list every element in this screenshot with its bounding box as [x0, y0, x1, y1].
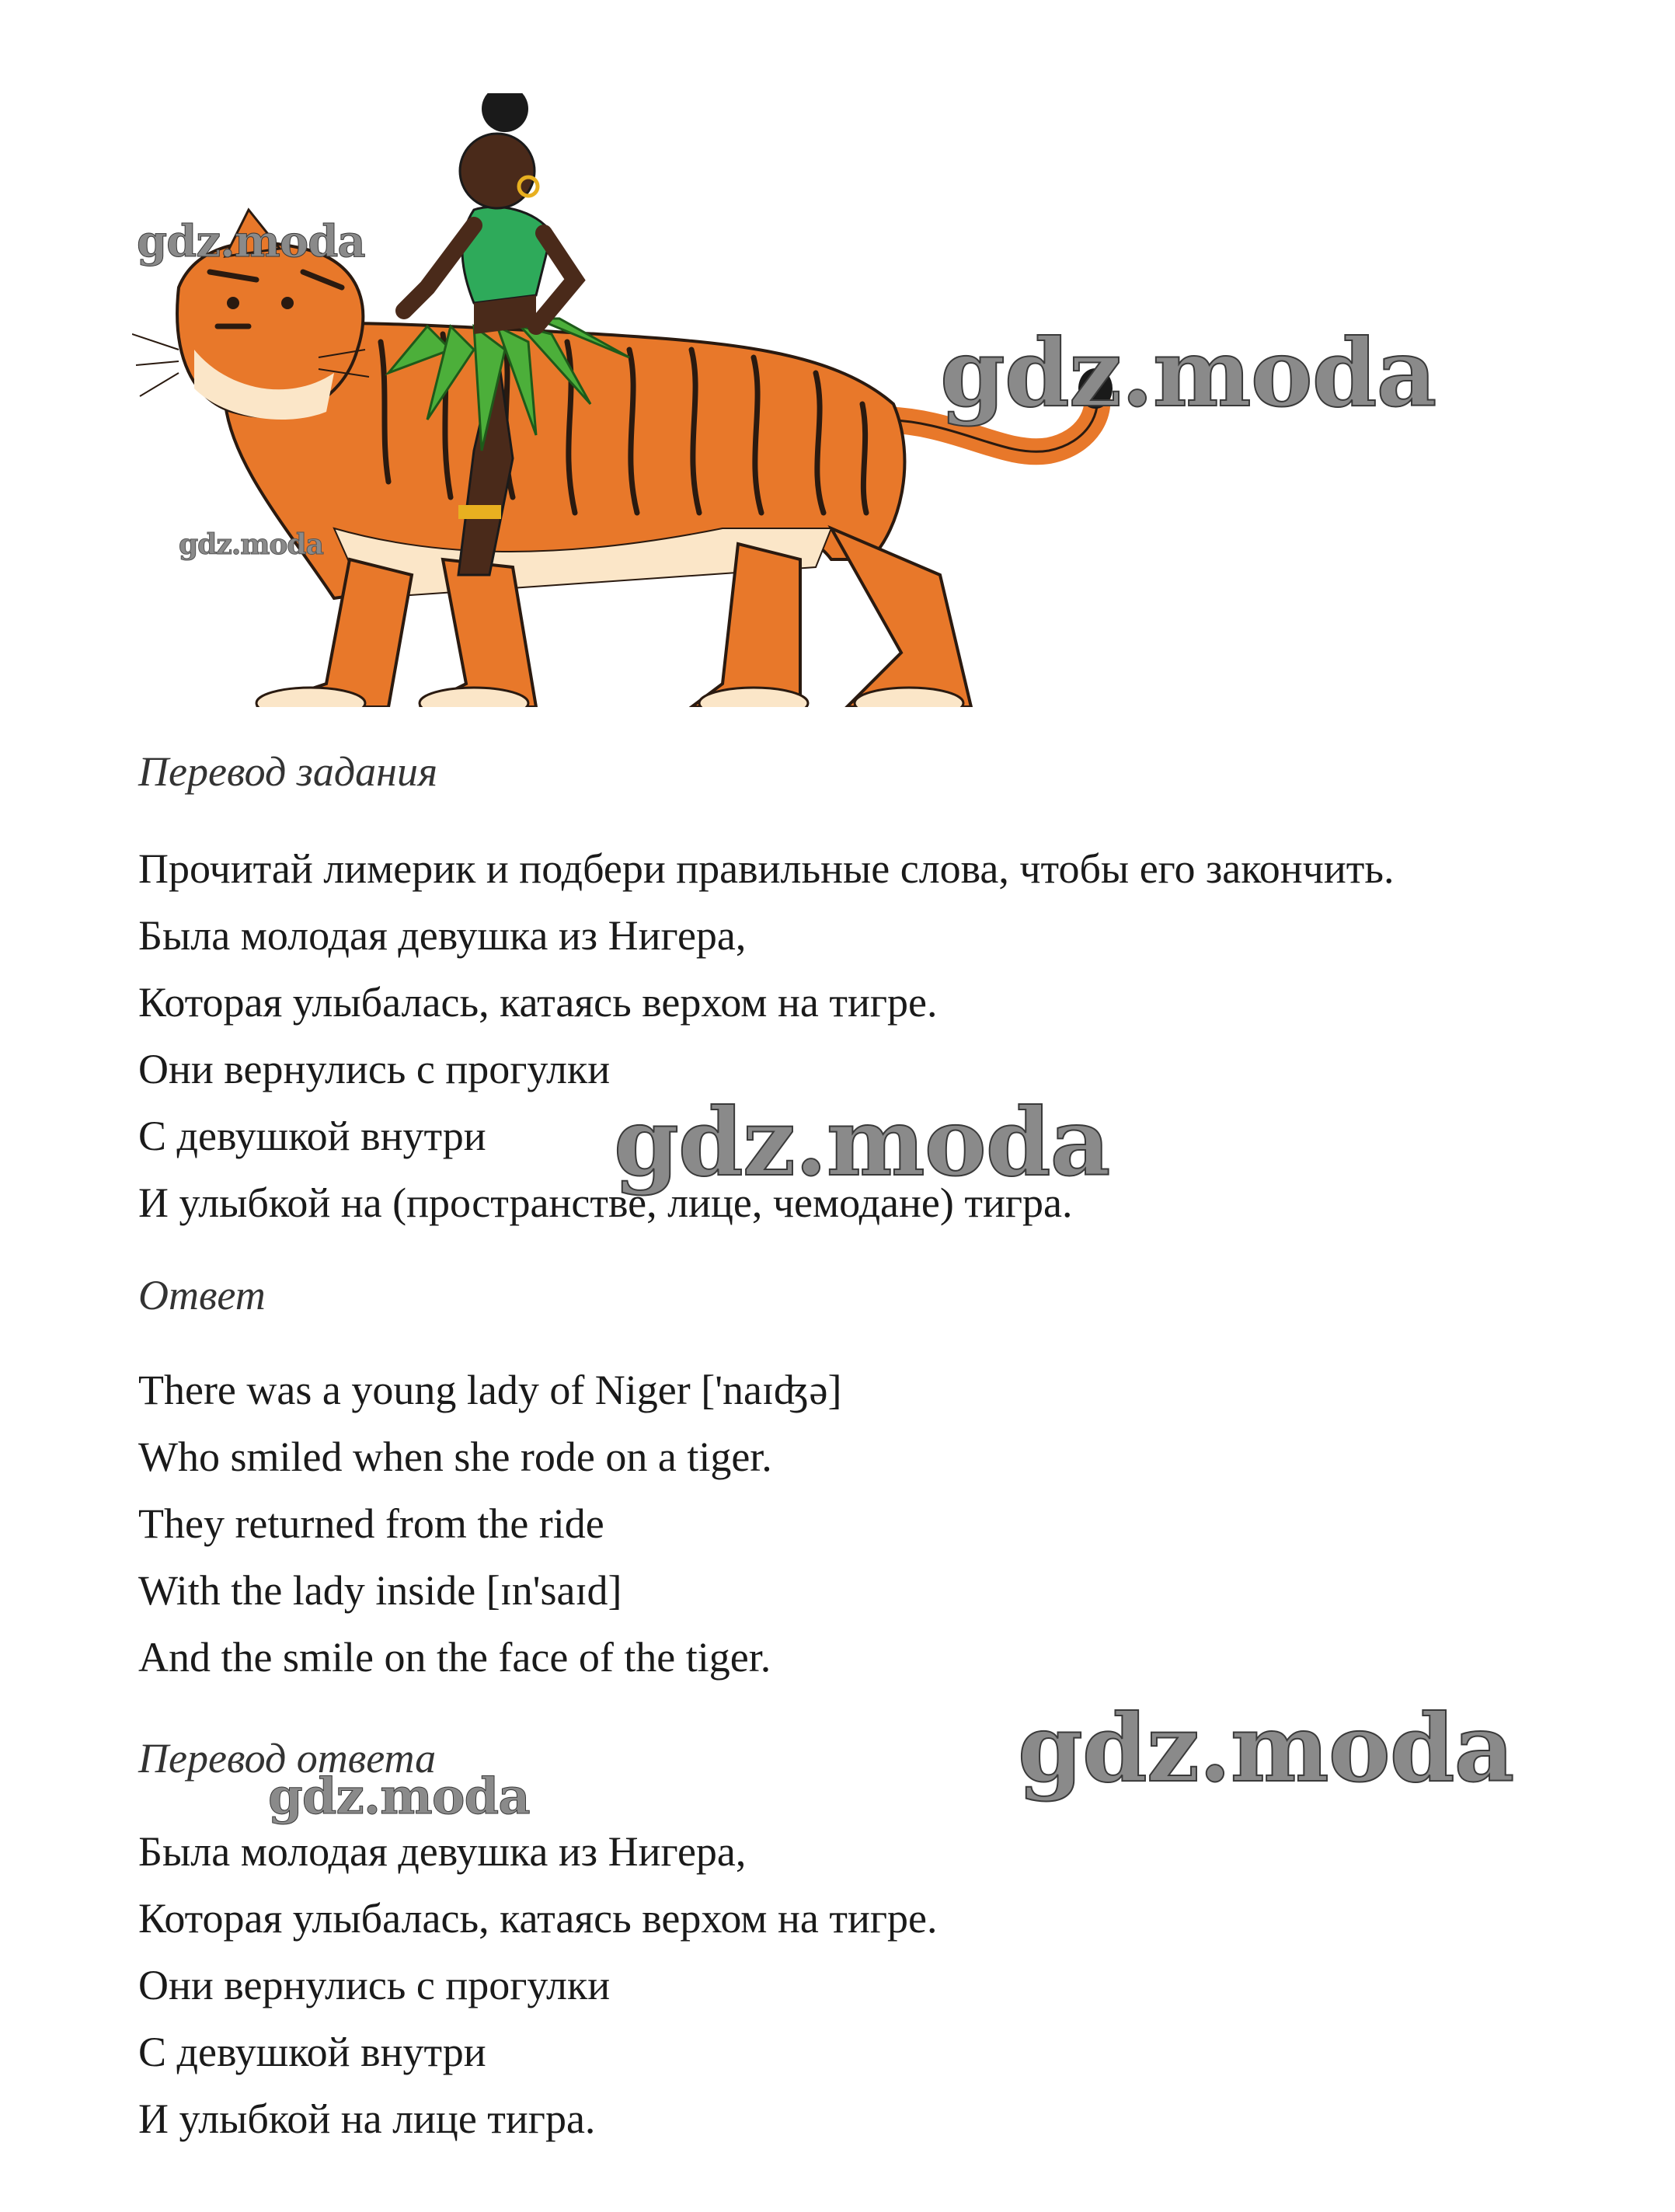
task-heading: Перевод задания — [138, 748, 438, 795]
answer-line: With the lady inside [ɪn'saɪd] — [138, 1567, 622, 1614]
task-line: И улыбкой на (пространстве, лице, чемодане) тигра. — [138, 1179, 1073, 1226]
answer-line: They returned from the ride — [138, 1500, 604, 1547]
answer-line: There was a young lady of Niger ['naɪʤə] — [138, 1367, 842, 1413]
task-line: Они вернулись с прогулки — [138, 1046, 611, 1092]
watermark-lower-left: gdz.moda — [268, 1768, 530, 1826]
answer-line: And the smile on the face of the tiger. — [138, 1634, 771, 1681]
answer-translation-line: Которая улыбалась, катаясь верхом на тигре. — [138, 1895, 938, 1942]
watermark-right: gdz.moda — [940, 319, 1436, 428]
answer-lines — [138, 1357, 1537, 1691]
watermark-top-left: gdz.moda — [137, 216, 365, 267]
answer-translation-line: Они вернулись с прогулки — [138, 1962, 611, 2008]
answer-translation-line: С девушкой внутри — [138, 2029, 486, 2075]
task-line: Которая улыбалась, катаясь верхом на тигре. — [138, 979, 938, 1026]
answer-translation-line: Была молодая девушка из Нигера, — [138, 1828, 747, 1875]
task-line: Была молодая девушка из Нигера, — [138, 912, 747, 959]
answer-translation-heading: Перевод ответа — [138, 1735, 437, 1782]
task-section — [138, 747, 1537, 796]
answer-line: Who smiled when she rode on a tiger. — [138, 1433, 772, 1480]
watermark-center: gdz.moda — [614, 1088, 1110, 1197]
answer-heading: Ответ — [138, 1272, 266, 1318]
answer-translation-line: И улыбкой на лице тигра. — [138, 2095, 596, 2142]
task-line: С девушкой внутри — [138, 1113, 486, 1159]
answer-translation-section — [138, 1734, 1537, 1782]
girl-head — [460, 134, 535, 208]
watermark-lower-right: gdz.moda — [1018, 1694, 1514, 1803]
answer-translation-lines — [138, 1818, 1537, 2152]
task-line: Прочитай лимерик и подбери правильные слова, чтобы его закончить. — [138, 845, 1395, 892]
task-lines — [138, 835, 1537, 1236]
answer-section — [138, 1271, 1537, 1319]
watermark-illustration: gdz.moda — [179, 528, 323, 561]
